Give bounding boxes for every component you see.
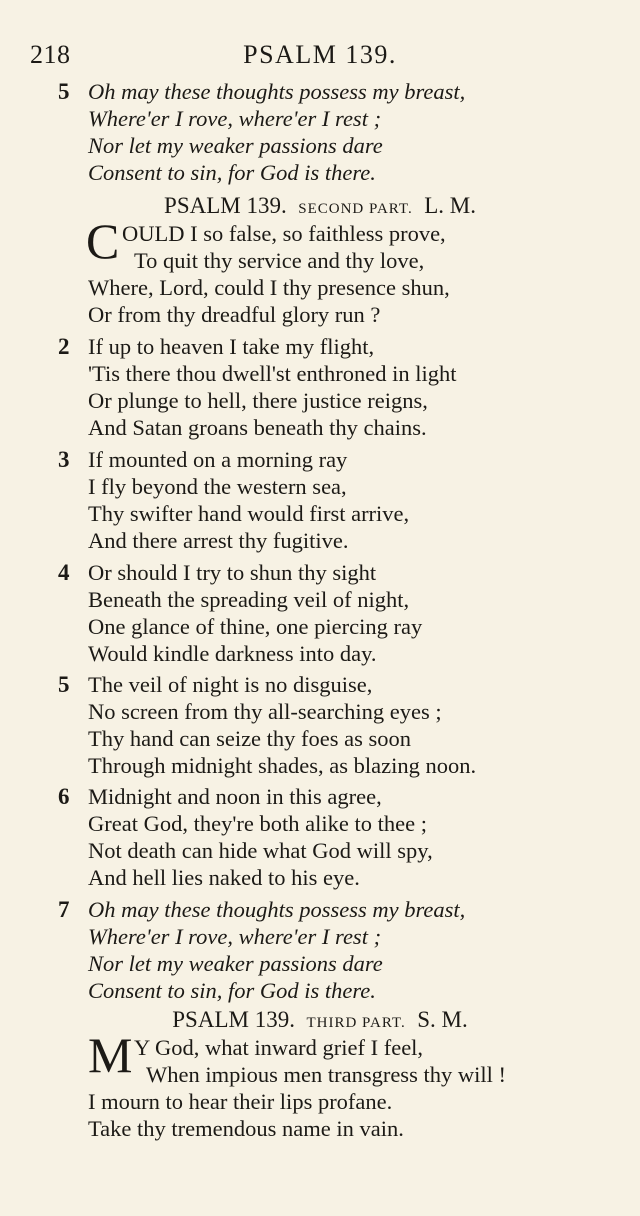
running-title: PSALM 139.	[243, 40, 397, 69]
verse-line: Oh may these thoughts possess my breast,	[88, 79, 466, 104]
stanza-number: 2	[58, 334, 70, 359]
heading-psalm: PSALM 139.	[164, 193, 287, 218]
verse-line: 'Tis there thou dwell'st enthroned in light	[88, 361, 457, 386]
verse-line: One glance of thine, one piercing ray	[88, 614, 423, 639]
verse-line: Or from thy dreadful glory run ?	[88, 302, 381, 327]
stanza-number: 5	[58, 672, 70, 697]
heading-part: THIRD PART.	[306, 1015, 406, 1031]
verse-line: Nor let my weaker passions dare	[88, 951, 383, 976]
verse-line: Where'er I rove, where'er I rest ;	[88, 924, 382, 949]
verse-line: Oh may these thoughts possess my breast,	[88, 897, 466, 922]
verse-line: OULD I so false, so faithless prove,	[122, 221, 446, 246]
verse-line: When impious men transgress thy will !	[146, 1062, 506, 1087]
verse-line: If mounted on a morning ray	[88, 447, 348, 472]
verse-line: Thy hand can seize thy foes as soon	[88, 726, 412, 751]
verse-line: Would kindle darkness into day.	[88, 641, 377, 666]
stanza-number: 4	[58, 560, 70, 585]
verse-line: Through midnight shades, as blazing noon.	[88, 753, 477, 778]
stanza-number: 3	[58, 447, 70, 472]
verse-line: No screen from thy all-searching eyes ;	[88, 699, 442, 724]
verse-line: I mourn to hear their lips profane.	[88, 1089, 393, 1114]
drop-capital: M	[88, 1027, 133, 1083]
verse-line: Take thy tremendous name in vain.	[88, 1116, 404, 1141]
verse-line: Y God, what inward grief I feel,	[134, 1035, 424, 1060]
page-number: 218	[30, 40, 71, 69]
verse-line: Where, Lord, could I thy presence shun,	[88, 275, 450, 300]
heading-meter: L. M.	[424, 193, 476, 218]
verse-line: Consent to sin, for God is there.	[88, 160, 376, 185]
heading-meter: S. M.	[417, 1007, 468, 1032]
verse-line: Thy swifter hand would first arrive,	[88, 501, 410, 526]
verse-line: Beneath the spreading veil of night,	[88, 587, 410, 612]
verse-line: Not death can hide what God will spy,	[88, 838, 433, 863]
verse-line: Midnight and noon in this agree,	[88, 784, 382, 809]
heading-psalm: PSALM 139.	[172, 1007, 295, 1032]
stanza-number: 7	[58, 897, 70, 922]
stanza-number: 6	[58, 784, 70, 809]
verse-line: Or should I try to shun thy sight	[88, 560, 377, 585]
verse-line: Where'er I rove, where'er I rest ;	[88, 106, 382, 131]
verse-line: Great God, they're both alike to thee ;	[88, 811, 427, 836]
verse-line: Or plunge to hell, there justice reigns,	[88, 388, 428, 413]
verse-line: Nor let my weaker passions dare	[88, 133, 383, 158]
verse-line: The veil of night is no disguise,	[88, 672, 373, 697]
verse-line: If up to heaven I take my flight,	[88, 334, 375, 359]
verse-line: And hell lies naked to his eye.	[88, 865, 360, 890]
verse-line: To quit thy service and thy love,	[134, 248, 425, 273]
heading-part: SECOND PART.	[298, 201, 413, 217]
page-header	[30, 40, 610, 74]
drop-capital: C	[86, 213, 120, 269]
verse-line: I fly beyond the western sea,	[88, 474, 347, 499]
stanza-number: 5	[58, 79, 70, 104]
verse-line: And there arrest thy fugitive.	[88, 528, 349, 553]
verse-line: And Satan groans beneath thy chains.	[88, 415, 427, 440]
verse-line: Consent to sin, for God is there.	[88, 978, 376, 1003]
